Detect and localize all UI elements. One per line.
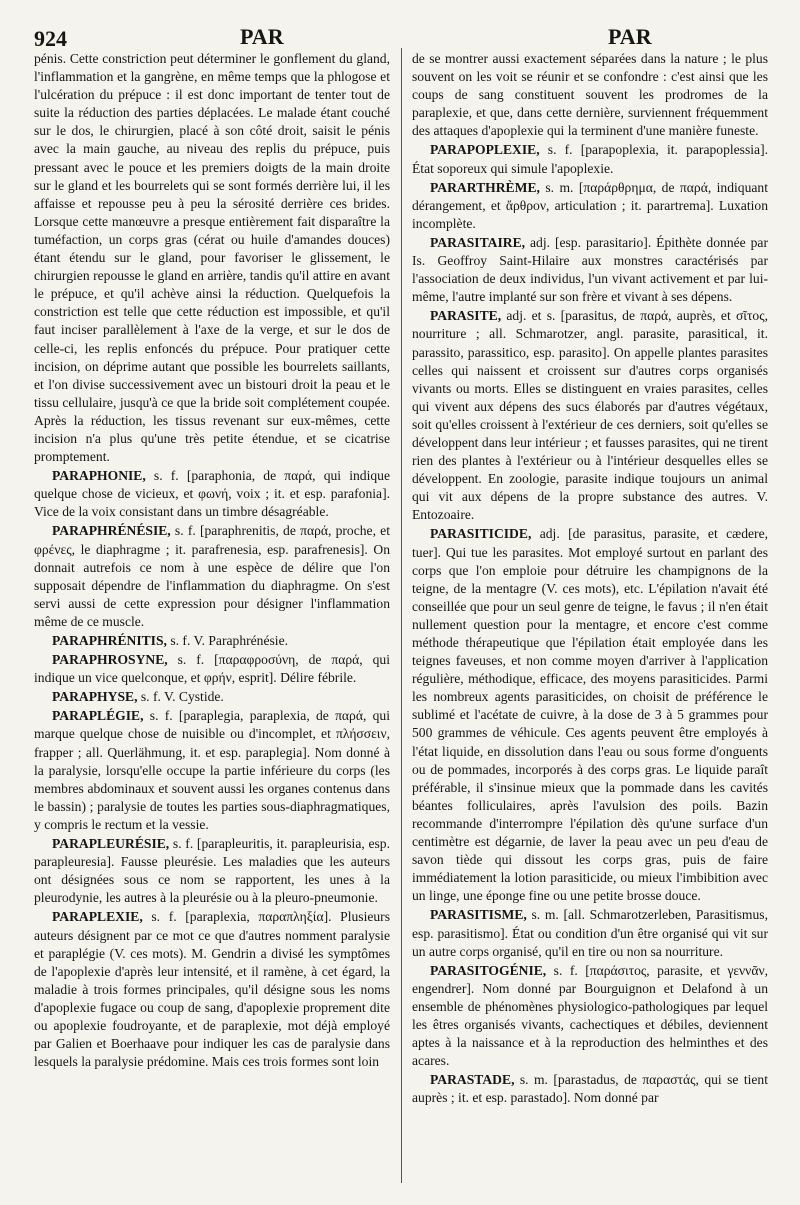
entry-body: s. m. [all. Schmarotzerleben, Parasitismus, esp. parasitismo]. État ou condition d'un être organisé qui vit sur un autre corps organisé, qu'il en tire ou non sa nourriture. bbox=[412, 907, 768, 959]
entry-body: s. f. [paraphrenitis, de παρά, proche, et φρένες, le diaphragme ; it. parafrenesia, esp. parafrenesis]. On donnait autrefois ce nom à une espèce de délire que l'on supposait dépendre de l'inflammation du diaphragme. On s'est servi aussi de cette expression pour désigner l'inflammation même de ce muscle. bbox=[34, 523, 390, 629]
dictionary-entry bbox=[412, 1071, 768, 1107]
entry-body: de se montrer aussi exactement séparées dans la nature ; le plus souvent on les voit se réunir et se confondre : c'est ainsi que les coups de sang constituent souvent les prodromes de la paraplexie, et que, dans cette dernière, surviennent fréquemment des attaques d'apoplexie qui la terminent d'une manière funeste. bbox=[412, 51, 768, 139]
dictionary-entry bbox=[412, 906, 768, 960]
dictionary-entry bbox=[34, 522, 390, 631]
continued-text bbox=[34, 50, 390, 466]
page-number: 924 bbox=[34, 26, 67, 51]
entry-headword: PARASITAIRE, bbox=[430, 234, 526, 250]
entry-body: s. m. [parastadus, de παραστάς, qui se tient auprès ; it. et esp. parastado]. Nom donné par bbox=[412, 1072, 768, 1106]
page-header bbox=[34, 18, 770, 51]
dictionary-entry bbox=[34, 688, 390, 706]
entry-headword: PARAPLEXIE, bbox=[52, 909, 143, 925]
dictionary-entry bbox=[412, 525, 768, 905]
right-column bbox=[412, 50, 768, 1108]
dictionary-entry bbox=[412, 179, 768, 233]
entry-body: s. f. [παραφροσύνη, de παρά, qui indique un vice quelconque, et φρήν, esprit]. Délire fébrile. bbox=[34, 652, 390, 686]
entry-body: s. f. V. Cystide. bbox=[137, 689, 224, 705]
entry-body: s. f. [parapoplexia, it. parapoplessia]. État soporeux qui simule l'apoplexie. bbox=[412, 142, 768, 176]
right-running-head: PAR bbox=[608, 24, 652, 49]
left-running-head: PAR bbox=[240, 24, 284, 49]
entry-headword: PARASITE, bbox=[430, 308, 502, 324]
entry-headword: PARAPHYSE, bbox=[52, 689, 138, 705]
entry-headword: PARAPHRÉNITIS, bbox=[52, 633, 167, 648]
continued-text bbox=[412, 50, 768, 140]
entry-body: s. f. [παράσιτος, parasite, et γεννᾶν, engendrer]. Nom donné par Bourguignon et Delafond à un ensemble de phénomènes physiologico-pathologiques par lequel les êtres organisés vivants, cachectiques et débiles, deviennent aptes à la naissance et à la reproduction des helminthes et des acares. bbox=[412, 962, 768, 1069]
entry-headword: PARASITICIDE, bbox=[430, 526, 532, 542]
entry-body: adj. [esp. parasitario]. Épithète donnée par Is. Geoffroy Saint-Hilaire aux monstres caractérisés par l'association de deux individus, l'un vivant activement et par lui-même, l'autre implanté sur son frère et vivant à ses dépens. bbox=[412, 234, 768, 305]
entry-body: adj. [de parasitus, parasite, et cædere, tuer]. Qui tue les parasites. Mot employé surtout en parlant des corps que l'on emploie pour détruire les champignons de la teigne, de la mentagre (V. ces mots), etc. L'épilation n'avait été conseillée que pour un seul genre de teigne, le favus ; il n'en était nullement question pour la mentagre, et encore c'est comme méthode thérapeutique que l'épilation était employée dans les teignes faveuses, et non comme moyen d'arriver à l'application régulière, méthodique, efficace, des moyens parasiticides. Parmi les nombreux agents parasiticides, on choisit de préférence le sublimé et l'acétate de cuivre, à la dose de 3 à 5 grammes pour 500 grammes de véhicule. Ces agents peuvent être employés à l'état liquide, en dissolution dans l'eau ou sous forme d'onguents ou de pommades, incorporés à des corps gras. Le liquide paraît préférable, il s'insinue mieux que la pommade dans les cavités béantes folliculaires, après l'avulsion des poils. Bazin recommande d'interrompre l'épilation dès qu'une surface d'un centimètre est dégarnie, de laver la peau avec un peu d'eau de savon tiède qui dissout les corps gras, puis de faire immédiatement la lotion parasiticide, ou mieux l'imbibition avec un linge, une éponge fine ou une petite brosse douce. bbox=[412, 526, 768, 904]
entry-body: s. f. [paraphonia, de παρά, qui indique quelque chose de vicieux, et φωνή, voix ; it. et esp. parafonia]. Vice de la voix consistant dans un timbre désagréable. bbox=[34, 468, 390, 520]
dictionary-entry bbox=[412, 962, 768, 1071]
entry-headword: PARAPOPLEXIE, bbox=[430, 142, 540, 158]
dictionary-entry bbox=[412, 141, 768, 177]
dictionary-entry bbox=[34, 651, 390, 687]
entry-headword: PARASITISME, bbox=[430, 907, 527, 923]
dictionary-entry bbox=[34, 908, 390, 1071]
dictionary-entry bbox=[412, 234, 768, 306]
dictionary-entry bbox=[34, 467, 390, 521]
entry-body: s. f. V. Paraphrénésie. bbox=[166, 633, 288, 648]
dictionary-entry bbox=[412, 307, 768, 524]
entry-body: pénis. Cette constriction peut déterminer le gonflement du gland, l'inflammation et la gangrène, en même temps que la phlogose et l'ulcération du prépuce : il est donc important de tenter tout de suite la réduction des parties déplacées. Le malade étant couché sur le dos, le chirurgien, placé à son côté droit, saisit le pénis avec la main gauche, au niveau des replis du prépuce, puis pressant avec le pouce et les premiers doigts de la main droite sur le gland et les bourrelets qui se sont formés derrière lui, il les affaisse et repousse peu à peu la sérosité derrière ces brides. Lorsque cette manœuvre a presque entièrement fait disparaître la tuméfaction, un corps gras (cérat ou huile d'amandes douces) étant étendu sur le gland, pour favoriser le glissement, le chirurgien repousse le gland en arrière, tandis qu'il attire en avant le prépuce, et qu'il achève ainsi la réduction. Quelquefois la constriction est telle que cette réduction est impossible, et qu'il faut inciser parallèlement à l'axe de la verge, et sur le dos de celle-ci, les replis enfoncés du prépuce. Pour pratiquer cette incision, on déprime autant que possible les bourrelets saillants, et l'on divise successivement avec un bistouri droit la peau et le tissu cellulaire, jusqu'à ce que la bride soit complétement coupée. Après la réduction, les tissus revenant sur eux-mêmes, cette incision n'a plus qu'une très petite étendue, et se cicatrise promptement. bbox=[34, 51, 390, 465]
entry-headword: PARARTHRÈME, bbox=[430, 179, 540, 195]
dictionary-entry bbox=[34, 707, 390, 834]
entry-body: adj. et s. [parasitus, de παρά, auprès, et σῖτος, nourriture ; all. Schmarotzer, angl. parasite, parasitical, it. parassito, parassitico, esp. parasito]. On appelle plantes parasites celles qui naissent et croissent sur d'autres corps organisés vivants ou morts. Elles se distinguent en vraies parasites, celles qui vivent aux dépens des sucs élaborés par d'autres végétaux, soit qu'elles croissent à l'extérieur de ces derniers, soit qu'elles se développent dans leur intérieur ; et fausses parasites, qui ne tirent rien des plantes à l'extérieur ou à l'intérieur desquelles elles se développent. En zoologie, parasite indique toujours un animal qui vit aux dépens de la propre substance des autres. V. Entozoaire. bbox=[412, 308, 768, 523]
left-column bbox=[34, 50, 390, 1072]
entry-headword: PARAPLEURÉSIE, bbox=[52, 836, 170, 852]
entry-headword: PARASTADE, bbox=[430, 1072, 515, 1088]
entry-headword: PARASITOGÉNIE, bbox=[430, 962, 547, 978]
column-divider bbox=[401, 48, 402, 1183]
dictionary-entry bbox=[34, 835, 390, 907]
entry-body: s. f. [paraplegia, paraplexia, de παρά, qui marque quelque chose de nuisible ou d'incomplet, et πλήσσειν, frapper ; all. Querlähmung, it. et esp. paraplegia]. Nom donné à la paralysie, lorsqu'elle occupe la partie inférieure du corps (les membres abdominaux et souvent aussi les organes contenus dans le bassin) ; paralysie de toutes les parties sous-diaphragmatiques, y compris le rectum et la vessie. bbox=[34, 708, 390, 832]
entry-headword: PARAPHROSYNE, bbox=[52, 652, 168, 668]
entry-headword: PARAPLÉGIE, bbox=[52, 708, 144, 724]
entry-body: s. f. [parapleuritis, it. parapleurisia, esp. parapleuresia]. Fausse pleurésie. Les maladies que les auteurs ont désignées sous ce nom se rapportent, les unes à la pleurodynie, les autres à la pleurésie ou à la pleuro-pneumonie. bbox=[34, 836, 390, 906]
dictionary-entry bbox=[34, 632, 390, 650]
entry-headword: PARAPHONIE, bbox=[52, 468, 146, 484]
entry-body: s. f. [paraplexia, παραπληξία]. Plusieurs auteurs désignent par ce mot ce que d'autres nomment paralysie et paraplégie (V. ces mots). M. Gendrin a divisé les symptômes de l'apoplexie d'après leur intensité, et il ramène, à cet égard, la maladie à trois formes principales, qu'il désigne sous les noms d'apoplexie fugace ou coup de sang, d'apoplexie proprement dite ou apoplexie foudroyante, et de paraplexie, mot déjà employé par Galien et Boerhaave pour indiquer les cas de paralysie dans lesquels la paralysie prédomine. Mais ces trois formes sont loin bbox=[34, 909, 390, 1070]
entry-headword: PARAPHRÉNÉSIE, bbox=[52, 523, 171, 539]
entry-body: s. m. [παράρθρημα, de παρά, indiquant dérangement, et ἄρθρον, articulation ; it. parartrema]. Luxation incomplète. bbox=[412, 179, 768, 231]
